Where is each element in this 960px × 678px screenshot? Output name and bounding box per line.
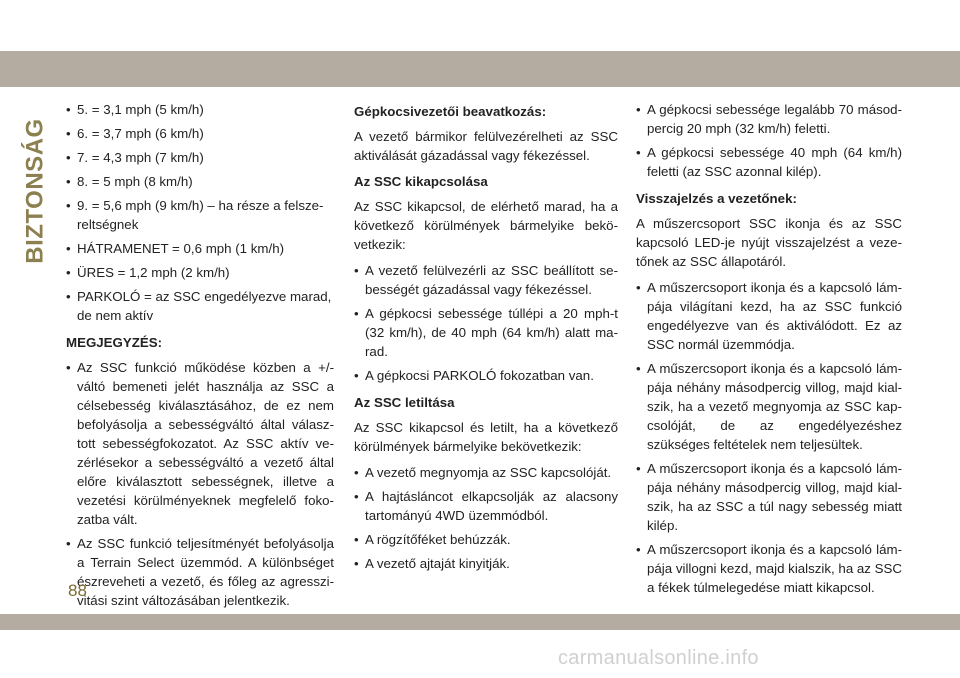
section-title	[18, 110, 54, 272]
list-item: • Az SSC funkció teljesítményét befolyásolja a Terrain Select üzemmód. A különbséget észreveheti a vezető, és főleg az agresszi-vitási szint változásában jelentkezik.	[66, 534, 334, 610]
section-heading: Gépkocsivezetői beavatkozás:	[354, 104, 547, 119]
list-item: • A hajtásláncot elkapcsolják az alacsony tartományú 4WD üzemmódból.	[354, 487, 618, 525]
header-band	[0, 51, 960, 87]
list-item: • A vezető megnyomja az SSC kapcsolóját.	[354, 463, 618, 482]
list-item: • Az SSC funkció működése közben a +/- váltó bemeneti jelét használja az SSC a célsebesség kiválasztásához, de ez nem befolyásolja a sebességváltó által válasz-tott sebességfokozatot. Az SSC aktív ve-zérlésekor a sebességváltó a vezető által előre kiválasztott sebességnek, illetve a vezetési körülményeknek megfelelő foko-zatba vált.	[66, 358, 334, 529]
list-item: • 9. = 5,6 mph (9 km/h) – ha része a felsze-reltségnek	[66, 196, 334, 234]
list-item: • 5. = 3,1 mph (5 km/h)	[66, 100, 334, 119]
list-item: • A gépkocsi sebessége túllépi a 20 mph-t (32 km/h), de 40 mph (64 km/h) alatt ma-rad.	[354, 304, 618, 361]
column-1	[66, 100, 334, 615]
list-item: • A vezető felülvezérli az SSC beállított se-bességét gázadással vagy fékezéssel.	[354, 261, 618, 299]
column-3	[636, 100, 902, 602]
list-item: • 8. = 5 mph (8 km/h)	[66, 172, 334, 191]
section-title-text: BIZTONSÁG	[22, 118, 49, 264]
section-heading: Visszajelzés a vezetőnek:	[636, 191, 797, 206]
list-item: • A műszercsoport ikonja és a kapcsoló lám-pája néhány másodpercig villog, majd kial-szik, ha az SSC a túl nagy sebesség miatt kilép.	[636, 459, 902, 535]
list-item: • A műszercsoport ikonja és a kapcsoló lám-pája villogni kezd, majd kialszik, ha az SSC a fékek túlmelegedése miatt kikapcsol.	[636, 540, 902, 597]
list-item: • 6. = 3,7 mph (6 km/h)	[66, 124, 334, 143]
list-item: • PARKOLÓ = az SSC engedélyezve marad, de nem aktív	[66, 287, 334, 325]
paragraph: Az SSC kikapcsol, de elérhető marad, ha a következő körülmények bármelyike bekö-vetkezik:	[354, 199, 618, 252]
list-item: • A gépkocsi sebessége 40 mph (64 km/h) feletti (az SSC azonnal kilép).	[636, 143, 902, 181]
list-item: • A rögzítőféket behúzzák.	[354, 530, 618, 549]
column-2	[354, 100, 618, 578]
list-item: • ÜRES = 1,2 mph (2 km/h)	[66, 263, 334, 282]
footer-band	[0, 614, 960, 630]
paragraph: A vezető bármikor felülvezérelheti az SSC aktiválását gázadással vagy fékezéssel.	[354, 129, 618, 163]
page-number: 88	[68, 581, 87, 600]
list-item: • A gépkocsi sebessége legalább 70 másod-percig 20 mph (32 km/h) feletti.	[636, 100, 902, 138]
list-item: • HÁTRAMENET = 0,6 mph (1 km/h)	[66, 239, 334, 258]
note-heading: MEGJEGYZÉS:	[66, 335, 163, 350]
list-item: • A műszercsoport ikonja és a kapcsoló lám-pája néhány másodpercig villog, majd kial-szik, ha a vezető megnyomja az SSC kap-csolóját, de az engedélyezéshez szükséges feltételek nem teljesültek.	[636, 359, 902, 454]
list-item: • A gépkocsi PARKOLÓ fokozatban van.	[354, 366, 618, 385]
watermark: carmanualsonline.info	[558, 647, 759, 669]
section-heading: Az SSC kikapcsolása	[354, 174, 488, 189]
list-item: • 7. = 4,3 mph (7 km/h)	[66, 148, 334, 167]
paragraph: A műszercsoport SSC ikonja és az SSC kapcsoló LED-je nyújt visszajelzést a veze-tőnek az SSC állapotáról.	[636, 216, 902, 269]
list-item: • A műszercsoport ikonja és a kapcsoló lám-pája világítani kezd, ha az SSC funkció engedélyezve van és aktiválódott. Ez az SSC normál üzemmódja.	[636, 278, 902, 354]
paragraph: Az SSC kikapcsol és letilt, ha a következő körülmények bármelyike bekövetkezik:	[354, 420, 618, 454]
section-heading: Az SSC letiltása	[354, 395, 455, 410]
list-item: • A vezető ajtaját kinyitják.	[354, 554, 618, 573]
